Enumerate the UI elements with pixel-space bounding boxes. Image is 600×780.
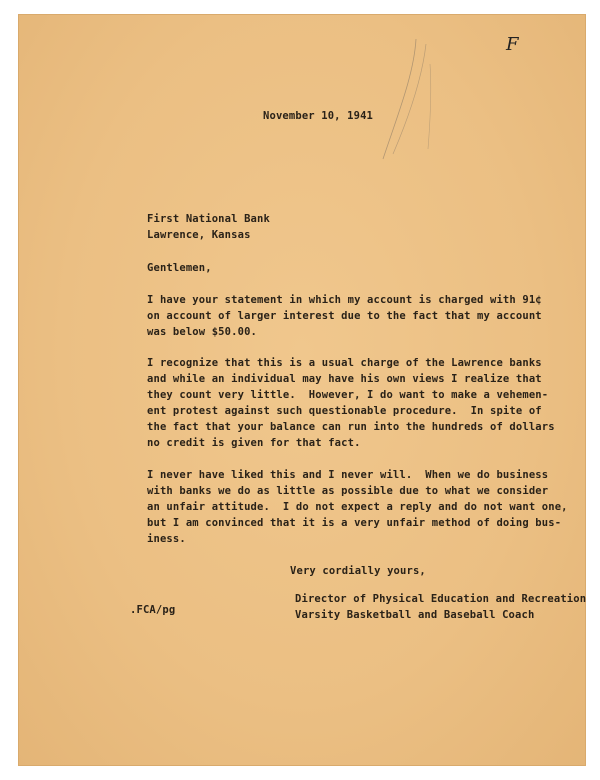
signature-title-line: Varsity Basketball and Baseball Coach	[295, 609, 535, 621]
body-line: with banks we do as little as possible due to what we consider	[147, 485, 549, 497]
body-line: but I am convinced that it is a very unfair method of doing bus-	[147, 517, 562, 529]
recipient-line: First National Bank	[147, 213, 270, 225]
body-line: I never have liked this and I never will. When we do business	[147, 469, 549, 481]
body-line: I have your statement in which my account is charged with 91¢	[147, 294, 542, 306]
letter-date: November 10, 1941	[263, 110, 374, 122]
closing: Very cordially yours,	[290, 565, 426, 577]
pencil-scribble-marks	[358, 34, 478, 164]
body-line: ent protest against such questionable procedure. In spite of	[147, 405, 542, 417]
body-line: the fact that your balance can run into the hundreds of dollars	[147, 421, 555, 433]
body-line: on account of larger interest due to the fact that my account	[147, 310, 542, 322]
corner-mark: F	[506, 34, 519, 55]
body-line: an unfair attitude. I do not expect a reply and do not want one,	[147, 501, 568, 513]
body-line: iness.	[147, 533, 186, 545]
body-line: and while an individual may have his own views I realize that	[147, 373, 542, 385]
body-line: was below $50.00.	[147, 326, 258, 338]
salutation: Gentlemen,	[147, 262, 212, 274]
recipient-line: Lawrence, Kansas	[147, 229, 251, 241]
body-line: no credit is given for that fact.	[147, 437, 361, 449]
letter-page	[18, 14, 586, 766]
typist-initials: .FCA/pg	[130, 604, 176, 616]
signature-title-line: Director of Physical Education and Recreation	[295, 593, 587, 605]
body-line: they count very little. However, I do want to make a vehemen-	[147, 389, 549, 401]
body-line: I recognize that this is a usual charge of the Lawrence banks	[147, 357, 542, 369]
